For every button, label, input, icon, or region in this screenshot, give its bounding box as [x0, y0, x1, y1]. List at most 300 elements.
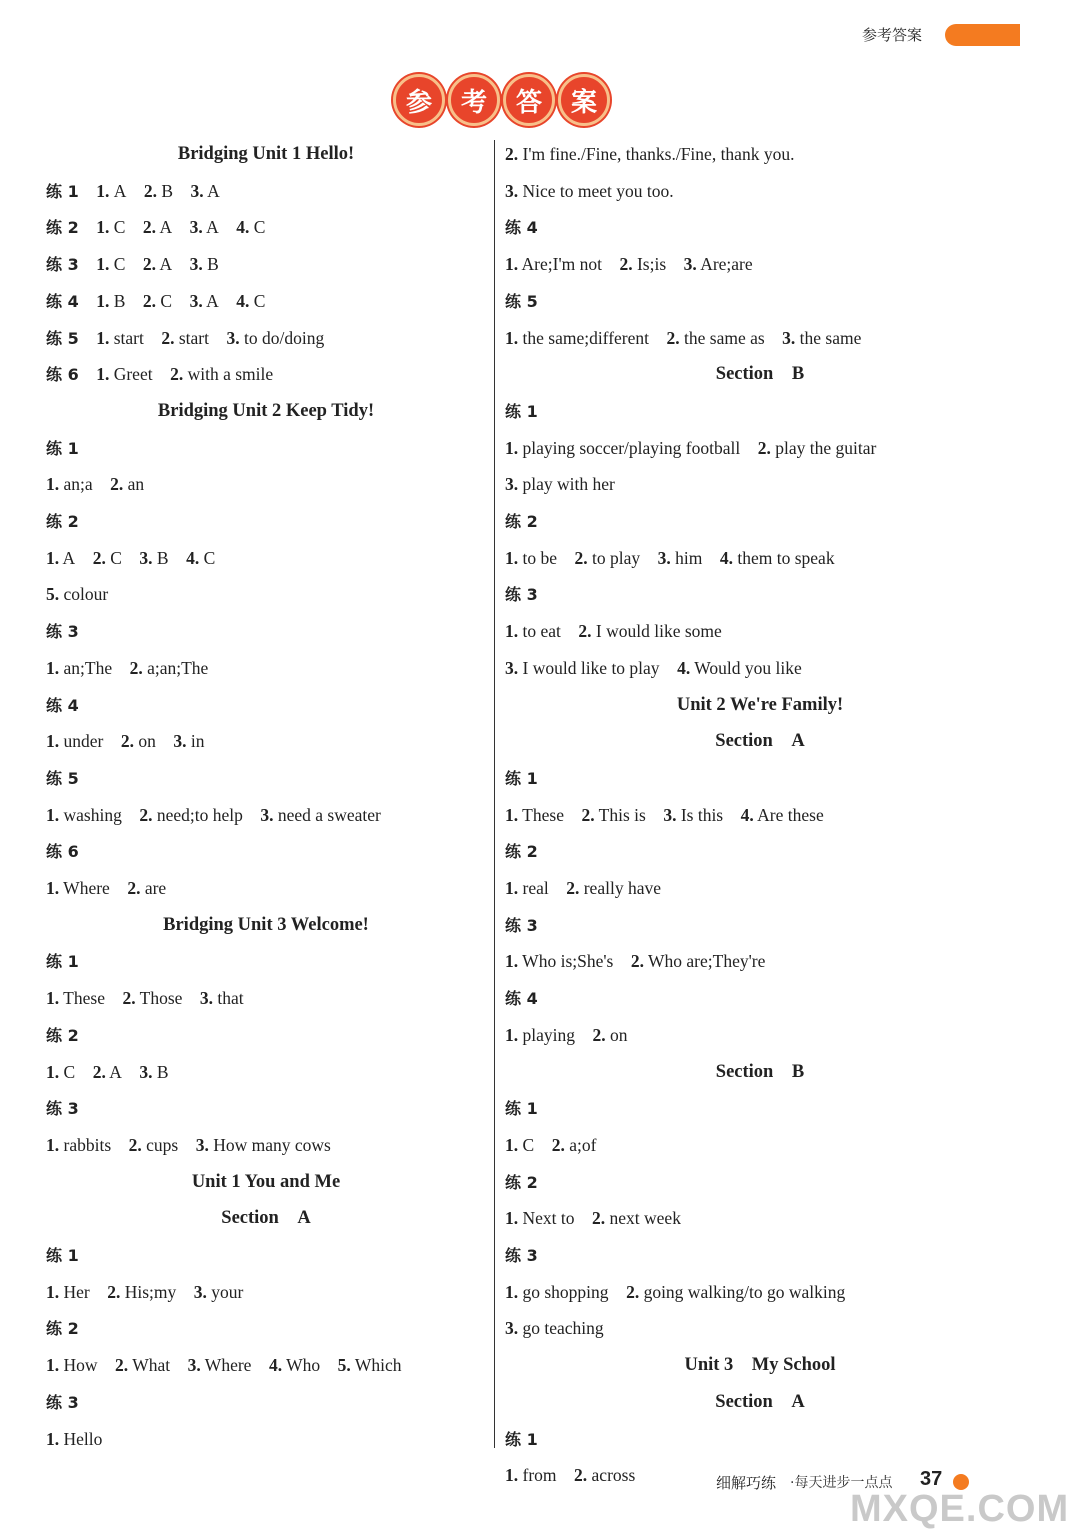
answer-number: 1.: [46, 878, 60, 898]
answer-text: C: [109, 217, 126, 238]
unit-heading: Bridging Unit 2 Keep Tidy!: [157, 400, 375, 421]
answer-line: [46, 510, 79, 533]
answer-text: a;of: [564, 1134, 597, 1155]
answer-number: 3.: [190, 180, 204, 201]
answer-number: 4.: [677, 657, 691, 678]
answer-number: 2.: [142, 254, 157, 275]
answer-text: on: [133, 731, 156, 752]
answer-text: Are;are: [696, 254, 753, 275]
title-char: 考: [448, 74, 500, 126]
answer-number: 2.: [92, 1061, 106, 1082]
answer-number: 1.: [46, 1134, 60, 1155]
answer-line: [505, 804, 824, 826]
answer-line: [505, 987, 538, 1010]
answer-line: [505, 143, 794, 165]
exercise-label: 练 2: [505, 512, 538, 531]
answer-number: 2.: [666, 327, 680, 348]
answer-text: in: [186, 731, 205, 752]
unit-heading: Unit 2 We're Family!: [676, 694, 844, 715]
title-char: 答: [503, 74, 555, 126]
answer-number: 1.: [46, 657, 60, 678]
answer-number: 3.: [505, 180, 519, 201]
answer-line: [46, 1024, 79, 1047]
answer-line: [46, 1134, 331, 1156]
answer-text: your: [206, 1281, 244, 1302]
answer-number: 3.: [193, 1281, 207, 1302]
answer-number: 2.: [143, 180, 157, 201]
answer-text: These: [59, 988, 105, 1009]
answer-text: Which: [350, 1355, 402, 1376]
answer-text: an;a: [59, 474, 93, 495]
answer-number: 3.: [260, 804, 274, 825]
answer-text: across: [587, 1465, 636, 1486]
answer-text: Where: [200, 1355, 252, 1376]
answer-text: A: [202, 217, 219, 238]
answer-number: 2.: [120, 731, 134, 752]
answer-line: [505, 1171, 538, 1194]
answer-number: 1.: [96, 180, 110, 201]
answer-number: 3.: [189, 290, 203, 311]
answer-text: A: [156, 254, 173, 275]
answer-number: 2.: [619, 254, 633, 275]
title-char: 参: [393, 74, 445, 126]
answer-line: [505, 1134, 596, 1156]
answer-line: [46, 1097, 79, 1120]
answer-text: C: [109, 254, 126, 275]
answer-text: start: [109, 327, 144, 348]
exercise-label: 练 2: [46, 1319, 79, 1339]
page-title: [393, 74, 610, 126]
answer-text: C: [518, 1134, 535, 1155]
answer-text: real: [518, 878, 549, 898]
answer-number: 3.: [683, 254, 697, 275]
answer-text: I'm fine./Fine, thanks./Fine, thank you.: [518, 144, 795, 164]
answer-line: [505, 950, 765, 972]
answer-number: 3.: [505, 1318, 519, 1339]
answer-text: C: [199, 547, 216, 568]
header-accent-bar: [945, 24, 1020, 46]
answer-number: 2.: [107, 1281, 121, 1302]
unit-heading: Section B: [715, 364, 805, 385]
answer-line: [505, 290, 538, 313]
answer-text: going walking/to go walking: [639, 1281, 846, 1302]
answer-number: 2.: [128, 1134, 142, 1155]
answer-text: Nice to meet you too.: [518, 180, 674, 201]
answer-number: 2.: [115, 1355, 129, 1376]
answer-number: 3.: [663, 804, 677, 825]
answer-number: 4.: [186, 547, 200, 568]
answer-number: 2.: [142, 217, 157, 238]
answer-line: [505, 253, 753, 275]
answer-number: 3.: [189, 217, 203, 238]
answer-text: need a sweater: [273, 804, 381, 825]
answer-line: [46, 437, 79, 460]
answer-number: 2.: [630, 951, 644, 972]
answer-number: 3.: [139, 547, 153, 568]
answer-number: 5.: [337, 1355, 351, 1376]
answer-number: 1.: [505, 547, 519, 568]
answer-text: rabbits: [59, 1134, 112, 1155]
answer-number: 1.: [46, 547, 60, 568]
answer-text: an: [123, 474, 145, 495]
watermark: MXQE.COM: [850, 1488, 1069, 1530]
answer-number: 2.: [110, 474, 124, 495]
exercise-label: 练 1: [505, 1099, 538, 1119]
exercise-label: 练 2: [505, 842, 538, 862]
answer-text: Next to: [518, 1208, 575, 1229]
exercise-label: 练 1: [505, 1429, 538, 1449]
answer-line: [46, 1281, 243, 1303]
answer-number: 1.: [505, 1281, 519, 1302]
answer-line: [46, 583, 108, 605]
exercise-label: 练 1: [46, 438, 79, 458]
answer-line: [505, 1428, 538, 1451]
answer-text: go teaching: [518, 1318, 604, 1339]
unit-heading: Unit 1 You and Me: [191, 1171, 341, 1192]
answer-text: Are;I'm not: [518, 254, 602, 275]
answer-line: [505, 1317, 604, 1339]
answer-text: A: [105, 1061, 122, 1082]
answer-line: [46, 1428, 102, 1450]
answer-text: C: [249, 290, 266, 311]
exercise-label: 练 4: [505, 989, 538, 1009]
unit-heading: Section A: [715, 731, 805, 752]
answer-text: B: [202, 254, 219, 275]
answer-number: 1.: [505, 951, 519, 972]
answer-number: 2.: [578, 621, 592, 642]
answer-number: 1.: [46, 804, 60, 825]
answer-line: [46, 987, 244, 1009]
answer-line: [46, 1244, 79, 1267]
exercise-label: 练 5: [505, 291, 538, 311]
answer-text: How many cows: [208, 1134, 331, 1155]
exercise-label: 练 4: [46, 695, 79, 715]
answer-text: Is this: [676, 804, 724, 825]
answer-line: [505, 473, 615, 495]
answer-text: A: [156, 217, 173, 238]
answer-number: 4.: [719, 547, 733, 568]
answer-text: Are these: [753, 804, 824, 825]
answer-number: 2.: [142, 290, 157, 311]
answer-line: [505, 583, 538, 606]
answer-text: What: [128, 1355, 171, 1376]
exercise-label: 练 3: [505, 585, 538, 605]
answer-text: Those: [135, 988, 183, 1009]
exercise-label: 练 1: [46, 181, 79, 201]
answer-text: His;my: [120, 1281, 177, 1302]
answer-line: [505, 914, 538, 937]
answer-text: Hello: [59, 1428, 103, 1449]
answer-text: the same;different: [518, 327, 649, 348]
answer-text: to do/doing: [239, 327, 325, 348]
answer-number: 3.: [173, 731, 187, 752]
answer-number: 3.: [505, 657, 519, 678]
answer-text: to play: [587, 547, 641, 568]
answer-line: [46, 950, 79, 973]
answer-text: A: [109, 180, 127, 201]
answer-number: 2.: [161, 327, 175, 348]
answer-text: B: [109, 290, 126, 311]
book-slogan: ·每天进步一点点: [790, 1475, 893, 1491]
answer-number: 3.: [139, 1061, 153, 1082]
answer-line: [505, 510, 538, 533]
answer-number: 4.: [740, 804, 754, 825]
answer-number: 1.: [505, 1465, 519, 1486]
answer-text: B: [152, 1061, 169, 1082]
exercise-label: 练 1: [505, 768, 538, 788]
answer-line: [46, 1061, 169, 1083]
answer-line: [46, 1354, 402, 1376]
unit-heading: Bridging Unit 1 Hello!: [177, 144, 355, 164]
answer-number: 2.: [551, 1134, 565, 1155]
answer-text: play the guitar: [770, 437, 877, 458]
answer-number: 3.: [189, 254, 203, 275]
answer-text: a;an;The: [142, 657, 209, 678]
answer-text: him: [670, 547, 703, 568]
answer-number: 2.: [505, 144, 519, 164]
exercise-label: 练 2: [46, 512, 79, 531]
answer-line: [46, 327, 324, 350]
answer-number: 3.: [505, 474, 519, 495]
answer-text: the same as: [679, 327, 765, 348]
answer-text: C: [59, 1061, 76, 1082]
book-name: 细解巧练: [716, 1474, 777, 1492]
answer-number: 2.: [626, 1281, 640, 1302]
exercise-label: 练 6: [46, 842, 79, 862]
answer-line: [46, 877, 166, 899]
answer-text: with a smile: [183, 364, 274, 385]
answer-line: [46, 253, 219, 276]
answer-text: This is: [594, 804, 646, 825]
answer-line: [46, 290, 265, 313]
answer-number: 5.: [46, 584, 60, 605]
answer-text: Who: [282, 1355, 321, 1376]
answer-text: Who is;She's: [518, 951, 614, 972]
answer-text: C: [156, 290, 173, 311]
answer-number: 2.: [574, 547, 588, 568]
answer-number: 3.: [187, 1355, 201, 1376]
answer-text: start: [174, 327, 209, 348]
answer-text: under: [59, 731, 104, 752]
answer-number: 3.: [195, 1134, 209, 1155]
answer-line: [505, 216, 538, 239]
answer-text: These: [518, 804, 564, 825]
answer-number: 1.: [96, 254, 110, 275]
unit-heading: Section A: [221, 1208, 311, 1229]
answer-text: are: [140, 878, 167, 898]
answer-number: 2.: [757, 437, 771, 458]
answer-text: I would like some: [591, 621, 722, 642]
answer-text: on: [605, 1024, 628, 1045]
answer-number: 2.: [139, 804, 153, 825]
answer-line: [505, 1464, 635, 1486]
answer-line: [505, 400, 538, 423]
answer-text: cups: [141, 1134, 179, 1155]
answer-number: 1.: [96, 364, 110, 385]
answer-text: C: [105, 547, 122, 568]
answer-text: playing: [518, 1024, 575, 1045]
answer-number: 1.: [46, 988, 60, 1009]
answer-text: from: [518, 1465, 557, 1486]
answer-line: [505, 620, 722, 642]
exercise-label: 练 2: [46, 218, 79, 238]
answer-number: 1.: [505, 804, 519, 825]
answer-text: Her: [59, 1281, 90, 1302]
answer-number: 1.: [46, 1281, 60, 1302]
exercise-label: 练 1: [46, 1246, 79, 1265]
answer-line: [46, 840, 79, 863]
answer-number: 3.: [226, 327, 240, 348]
answer-line: [505, 1244, 538, 1267]
answer-number: 1.: [46, 474, 60, 495]
answer-number: 1.: [505, 254, 519, 275]
answer-line: [46, 767, 79, 790]
answer-text: to be: [518, 547, 558, 568]
answer-line: [505, 767, 538, 790]
answer-line: [505, 1281, 845, 1303]
exercise-label: 练 1: [505, 401, 538, 421]
answer-line: [505, 180, 674, 202]
exercise-label: 练 3: [46, 1392, 79, 1412]
answer-line: [46, 1391, 79, 1414]
answer-line: [46, 180, 220, 203]
answer-text: C: [249, 217, 266, 238]
answer-number: 1.: [505, 621, 519, 642]
answer-number: 1.: [505, 437, 519, 458]
answer-number: 1.: [46, 731, 60, 752]
answer-number: 3.: [657, 547, 671, 568]
answer-text: next week: [605, 1208, 681, 1229]
answer-number: 2.: [566, 878, 580, 898]
answer-number: 1.: [96, 327, 110, 348]
column-divider: [494, 140, 495, 1448]
exercise-label: 练 2: [46, 1025, 79, 1045]
answer-text: How: [59, 1355, 98, 1376]
unit-heading: Bridging Unit 3 Welcome!: [163, 914, 369, 935]
exercise-label: 练 3: [505, 915, 538, 935]
answer-text: go shopping: [518, 1281, 609, 1302]
exercise-label: 练 2: [505, 1172, 538, 1192]
answer-line: [505, 840, 538, 863]
answer-number: 1.: [96, 217, 110, 238]
answer-line: [505, 657, 802, 679]
answer-line: [46, 730, 204, 752]
answer-line: [46, 804, 381, 826]
answer-text: need;to help: [152, 804, 243, 825]
answer-text: the same: [795, 327, 862, 348]
answer-number: 2.: [581, 804, 595, 825]
answer-number: 2.: [127, 878, 141, 898]
answer-number: 2.: [170, 364, 184, 385]
answer-number: 1.: [96, 290, 110, 311]
page-number: 37: [920, 1468, 943, 1490]
answer-number: 1.: [505, 1208, 519, 1229]
unit-heading: Unit 3 My School: [684, 1355, 836, 1376]
title-char: 案: [558, 74, 610, 126]
exercise-label: 练 3: [505, 1246, 538, 1265]
answer-text: Greet: [109, 364, 153, 385]
answer-text: Is;is: [632, 254, 667, 275]
exercise-label: 练 3: [46, 1099, 79, 1119]
answer-text: I would like to play: [518, 657, 660, 678]
answer-text: Who are;They're: [643, 951, 766, 972]
answer-number: 1.: [46, 1061, 60, 1082]
answer-line: [46, 620, 79, 643]
answer-number: 2.: [592, 1208, 606, 1229]
exercise-label: 练 5: [46, 328, 79, 348]
answer-number: 1.: [505, 1024, 519, 1045]
answer-text: playing soccer/playing football: [518, 437, 741, 458]
answer-line: [505, 327, 861, 349]
answer-line: [46, 694, 79, 717]
answer-text: an;The: [59, 657, 113, 678]
answer-number: 2.: [592, 1024, 606, 1045]
answer-line: [505, 1097, 538, 1120]
exercise-label: 练 4: [46, 291, 79, 311]
answer-line: [46, 1317, 79, 1340]
answer-number: 2.: [92, 547, 106, 568]
answer-text: play with her: [518, 474, 615, 495]
answer-text: B: [156, 180, 174, 201]
answer-text: them to speak: [733, 547, 835, 568]
answer-line: [46, 473, 144, 495]
answer-number: 4.: [268, 1355, 283, 1376]
answer-number: 2.: [574, 1465, 588, 1486]
answer-number: 1.: [505, 1134, 519, 1155]
answer-line: [46, 216, 265, 239]
answer-text: really have: [579, 878, 661, 898]
answer-text: washing: [59, 804, 122, 825]
answer-text: Would you like: [690, 657, 802, 678]
answer-number: 1.: [505, 327, 519, 348]
answer-text: A: [203, 180, 220, 201]
answer-line: [505, 547, 835, 569]
answer-line: [505, 1207, 681, 1229]
answer-line: [46, 363, 273, 386]
answer-number: 4.: [236, 217, 250, 238]
answer-text: Where: [59, 878, 110, 898]
answer-number: 1.: [46, 1428, 60, 1449]
exercise-label: 练 3: [46, 255, 79, 275]
answer-number: 1.: [46, 1355, 60, 1376]
answer-line: [505, 437, 876, 459]
answer-line: [505, 1024, 628, 1046]
answer-text: colour: [59, 584, 109, 605]
answer-number: 3.: [782, 327, 796, 348]
answer-number: 1.: [505, 878, 519, 898]
exercise-label: 练 6: [46, 365, 79, 385]
answer-text: A: [59, 547, 76, 568]
answer-text: to eat: [518, 621, 561, 642]
answer-number: 4.: [236, 290, 250, 311]
answer-text: B: [152, 547, 169, 568]
exercise-label: 练 3: [46, 622, 79, 642]
unit-heading: Section B: [715, 1061, 805, 1082]
answer-text: A: [202, 290, 219, 311]
answer-number: 2.: [122, 988, 136, 1009]
exercise-label: 练 5: [46, 768, 79, 788]
answer-line: [46, 547, 215, 569]
section-tag: 参考答案: [862, 26, 923, 44]
exercise-label: 练 1: [46, 952, 79, 972]
unit-heading: Section A: [715, 1391, 805, 1412]
answer-text: that: [213, 988, 244, 1009]
answer-line: [505, 877, 661, 899]
answer-number: 2.: [129, 657, 143, 678]
exercise-label: 练 4: [505, 218, 538, 238]
answer-line: [46, 657, 208, 679]
answer-number: 3.: [199, 988, 214, 1009]
